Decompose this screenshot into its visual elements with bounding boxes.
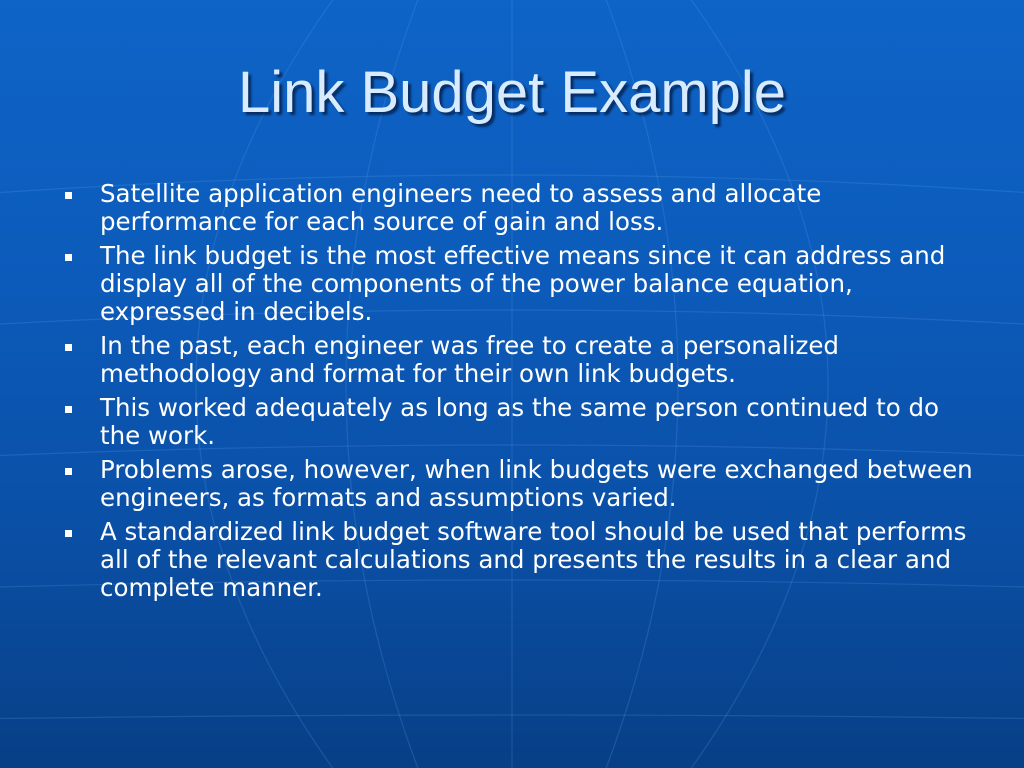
square-bullet-icon — [65, 254, 72, 261]
square-bullet-icon — [65, 530, 72, 537]
square-bullet-icon — [65, 406, 72, 413]
bullet-item — [60, 332, 980, 388]
square-bullet-icon — [65, 468, 72, 475]
bullet-item — [60, 518, 980, 602]
square-bullet-icon — [65, 192, 72, 199]
bullet-list — [60, 180, 980, 608]
bullet-item — [60, 394, 980, 450]
bullet-text: Problems arose, however, when link budgets were exchanged between engineers, as formats and assumptions varied. — [100, 455, 973, 512]
bullet-text: The link budget is the most effective means since it can address and display all of the components of the power balance equation, expressed in decibels. — [100, 241, 946, 326]
square-bullet-icon — [65, 344, 72, 351]
bullet-text: Satellite application engineers need to assess and allocate performance for each source of gain and loss. — [100, 179, 822, 236]
bullet-item — [60, 242, 980, 326]
bullet-text: This worked adequately as long as the same person continued to do the work. — [100, 393, 940, 450]
bullet-text: A standardized link budget software tool should be used that performs all of the relevant calculations and presents the results in a clear and complete manner. — [100, 517, 967, 602]
bullet-item — [60, 456, 980, 512]
bullet-text: In the past, each engineer was free to create a personalized methodology and format for their own link budgets. — [100, 331, 839, 388]
slide-title: Link Budget Example — [237, 60, 787, 125]
bullet-item — [60, 180, 980, 236]
